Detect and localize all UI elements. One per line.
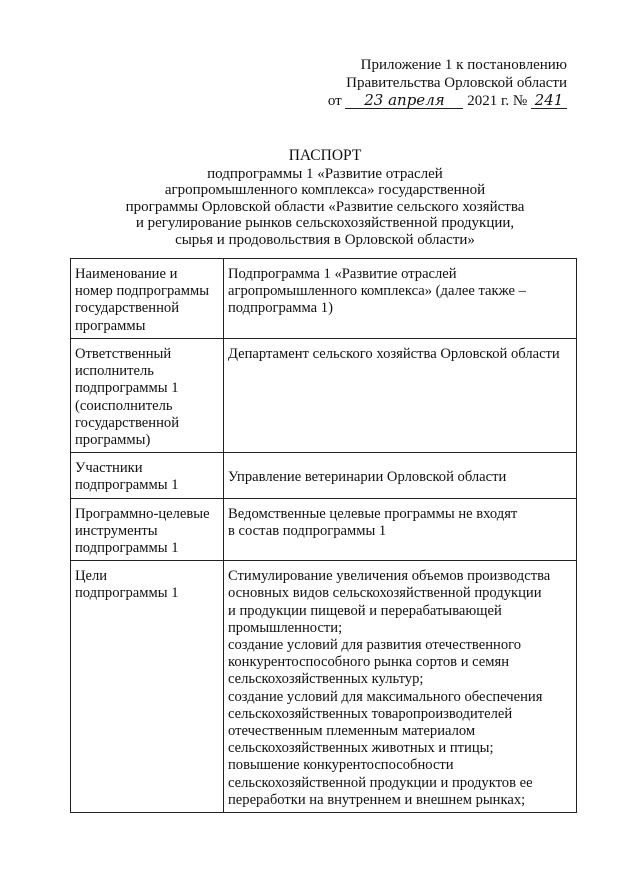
table-row: [71, 453, 577, 498]
value-line: создание условий для развития отечественного: [228, 637, 522, 654]
label-line: Участники: [75, 460, 143, 477]
value-line: повышение конкурентоспособности: [228, 757, 454, 774]
row-value: [224, 561, 577, 813]
row-label: [71, 259, 224, 339]
label-line: подпрограммы 1: [75, 477, 179, 494]
label-line: инструменты: [75, 522, 158, 539]
value-line: сельскохозяйственных культур;: [228, 671, 424, 688]
title-line: агропромышленного комплекса» государственной: [164, 182, 486, 198]
passport-table: [70, 258, 577, 813]
value-line: Стимулирование увеличения объемов производства: [228, 568, 551, 585]
row-value: [224, 259, 577, 339]
row-label: [71, 339, 224, 453]
label-line: Наименование и: [75, 266, 178, 282]
title-heading: ПАСПОРТ: [288, 147, 362, 164]
value-line: сельскохозяйственных животных и птицы;: [228, 740, 494, 757]
label-line: программы: [75, 317, 146, 334]
value-line: сельскохозяйственной продукции и продуктов ее: [228, 774, 533, 791]
label-line: номер подпрограммы: [75, 283, 210, 300]
label-line: (соисполнитель: [75, 397, 173, 414]
value-line: Департамент сельского хозяйства Орловской области: [228, 346, 560, 362]
value-line: создание условий для максимального обеспечения: [228, 688, 543, 705]
row-value: [224, 498, 577, 561]
appendix-line-1: Приложение 1 к постановлению: [360, 57, 567, 73]
handwritten-number: 241: [531, 92, 567, 109]
title-line: подпрограммы 1 «Развитие отраслей: [207, 165, 443, 182]
value-line: переработки на внутреннем и внешнем рынках;: [228, 791, 526, 808]
value-line: промышленности;: [228, 619, 343, 636]
label-line: Ответственный: [75, 346, 172, 362]
label-line: исполнитель: [75, 363, 154, 380]
row-value: [224, 339, 577, 453]
handwritten-date: 23 апреля: [345, 92, 463, 109]
label-line: государственной: [75, 414, 180, 431]
value-line: Подпрограмма 1 «Развитие отраслей: [228, 266, 457, 282]
row-label: [71, 561, 224, 813]
label-line: подпрограммы 1: [75, 380, 179, 397]
value-line: конкурентоспособного рынка сортов и семян: [228, 654, 510, 671]
table-row: [71, 259, 577, 339]
title-line: программы Орловской области «Развитие сельского хозяйства: [125, 198, 525, 215]
row-value: [224, 453, 577, 498]
value-line: подпрограмма 1): [228, 300, 333, 317]
value-line: Ведомственные целевые программы не входят: [228, 505, 518, 522]
value-line: агропромышленного комплекса» (далее также –: [228, 283, 526, 300]
value-line: в состав подпрограммы 1: [228, 522, 387, 539]
document-title: [90, 148, 560, 248]
row-label: [71, 498, 224, 561]
label-line: подпрограммы 1: [75, 540, 179, 557]
title-line: сырья и продовольствия в Орловской области»: [175, 231, 475, 248]
label-line: программы): [75, 432, 151, 449]
value-line: Управление ветеринарии Орловской области: [228, 468, 507, 485]
label-line: государственной: [75, 300, 180, 317]
appendix-line-3: [267, 92, 567, 110]
appendix-header: [267, 56, 567, 110]
label-line: Цели: [75, 568, 108, 585]
label-line: Программно-целевые: [75, 505, 210, 522]
label-line: подпрограммы 1: [75, 585, 179, 602]
row-label: [71, 453, 224, 498]
value-line: отечественным племенным материалом: [228, 723, 476, 740]
value-line: основных видов сельскохозяйственной продукции: [228, 585, 542, 602]
appendix-line-2: Правительства Орловской области: [346, 75, 567, 91]
appendix-prefix: от: [327, 93, 342, 109]
title-line: и регулирование рынков сельскохозяйственной продукции,: [135, 215, 515, 231]
table-row: [71, 498, 577, 561]
table-row: [71, 339, 577, 453]
value-line: и продукции пищевой и перерабатывающей: [228, 602, 502, 619]
appendix-year: 2021 г. №: [467, 93, 528, 109]
value-line: сельскохозяйственных товаропроизводителей: [228, 705, 513, 722]
table-row: [71, 561, 577, 813]
